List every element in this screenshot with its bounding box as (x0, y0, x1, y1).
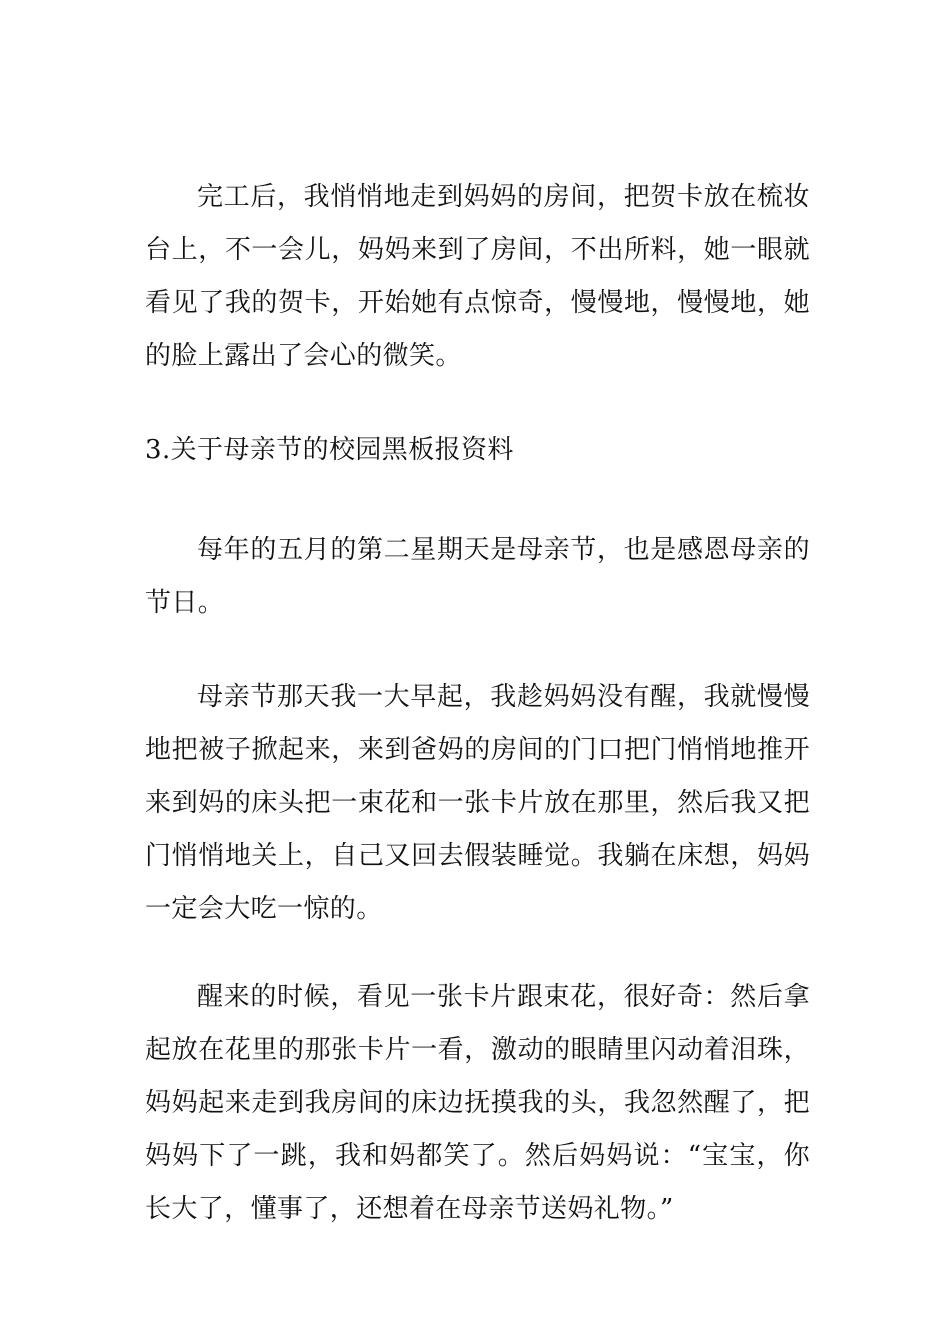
section-heading: 3.关于母亲节的校园黑板报资料 (145, 435, 514, 465)
paragraph-mothers-day-intro: 每年的五月的第二星期天是母亲节，也是感恩母亲的节日。 (145, 535, 810, 618)
paragraph-greeting-card: 完工后，我悄悄地走到妈妈的房间，把贺卡放在梳妆台上，不一会儿，妈妈来到了房间，不出所料，她一眼就看见了我的贺卡，开始她有点惊奇，慢慢地，慢慢地，她的脸上露出了会心的微笑。 (145, 182, 810, 371)
paragraph-morning-surprise: 母亲节那天我一大早起，我趁妈妈没有醒，我就慢慢地把被子掀起来，来到爸妈的房间的门口把门悄悄地推开来到妈的床头把一束花和一张卡片放在那里，然后我又把门悄悄地关上，自己又回去假装睡觉。我躺在床想，妈妈一定会大吃一惊的。 (145, 682, 810, 924)
paragraph-waking-up: 醒来的时候，看见一张卡片跟束花，很好奇：然后拿起放在花里的那张卡片一看，激动的眼睛里闪动着泪珠，妈妈起来走到我房间的床边抚摸我的头，我忽然醒了，把妈妈下了一跳，我和妈都笑了。然后妈妈说：“宝宝，你长大了，懂事了，还想着在母亲节送妈礼物。” (145, 982, 810, 1224)
